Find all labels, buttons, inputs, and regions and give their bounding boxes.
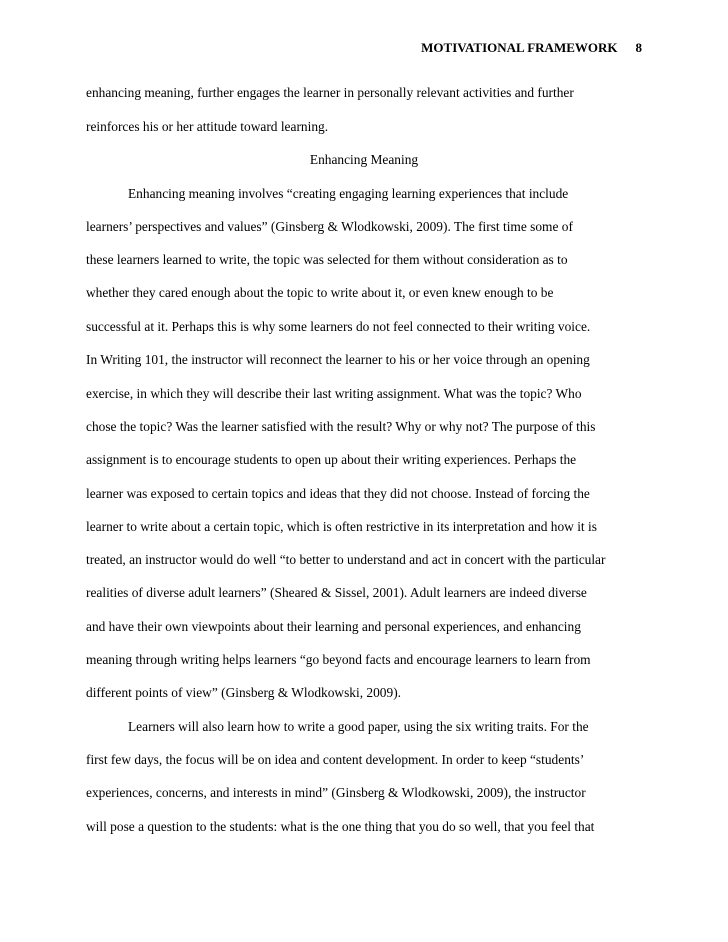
paragraph-line: realities of diverse adult learners” (Sheared & Sissel, 2001). Adult learners are indeed diverse xyxy=(86,585,587,600)
paragraph-line: first few days, the focus will be on idea and content development. In order to keep “students’ xyxy=(86,752,585,767)
paragraph-line: and have their own viewpoints about their learning and personal experiences, and enhancing xyxy=(86,619,581,634)
page-number: 8 xyxy=(635,40,642,55)
paragraph-line: these learners learned to write, the topic was selected for them without consideration as to xyxy=(86,252,568,267)
paragraph-line: learners’ perspectives and values” (Ginsberg & Wlodkowski, 2009). The first time some of xyxy=(86,219,573,234)
section-heading: Enhancing Meaning xyxy=(309,152,419,167)
paragraph-line: enhancing meaning, further engages the learner in personally relevant activities and further xyxy=(86,85,574,100)
paragraph-line: In Writing 101, the instructor will reconnect the learner to his or her voice through an opening xyxy=(86,352,590,367)
running-head-title: MOTIVATIONAL FRAMEWORK xyxy=(421,40,618,55)
paragraph-line: treated, an instructor would do well “to better to understand and act in concert with the particular xyxy=(86,552,606,567)
paragraph-line: learner to write about a certain topic, which is often restrictive in its interpretation and how it is xyxy=(86,519,597,534)
paragraph-line: experiences, concerns, and interests in mind” (Ginsberg & Wlodkowski, 2009), the instructor xyxy=(86,785,586,800)
paragraph-line: successful at it. Perhaps this is why some learners do not feel connected to their writing voice. xyxy=(86,319,591,334)
paragraph-line: chose the topic? Was the learner satisfied with the result? Why or why not? The purpose of this xyxy=(86,419,596,434)
paragraph-line: will pose a question to the students: what is the one thing that you do so well, that you feel that xyxy=(86,819,595,834)
running-head xyxy=(300,40,642,56)
paragraph-line: assignment is to encourage students to open up about their writing experiences. Perhaps the xyxy=(86,452,577,467)
paragraph-line: learner was exposed to certain topics and ideas that they did not choose. Instead of forcing the xyxy=(86,486,590,501)
paragraph-line: Enhancing meaning involves “creating engaging learning experiences that include xyxy=(128,186,569,201)
paragraph-line: Learners will also learn how to write a good paper, using the six writing traits. For the xyxy=(128,719,589,734)
paragraph-line: meaning through writing helps learners “go beyond facts and encourage learners to learn from xyxy=(86,652,591,667)
paragraph-line: reinforces his or her attitude toward learning. xyxy=(86,119,329,134)
paragraph-line: different points of view” (Ginsberg & Wlodkowski, 2009). xyxy=(86,685,402,700)
paragraph-line: whether they cared enough about the topic to write about it, or even knew enough to be xyxy=(86,285,554,300)
paragraph-line: exercise, in which they will describe their last writing assignment. What was the topic? Who xyxy=(86,386,582,401)
